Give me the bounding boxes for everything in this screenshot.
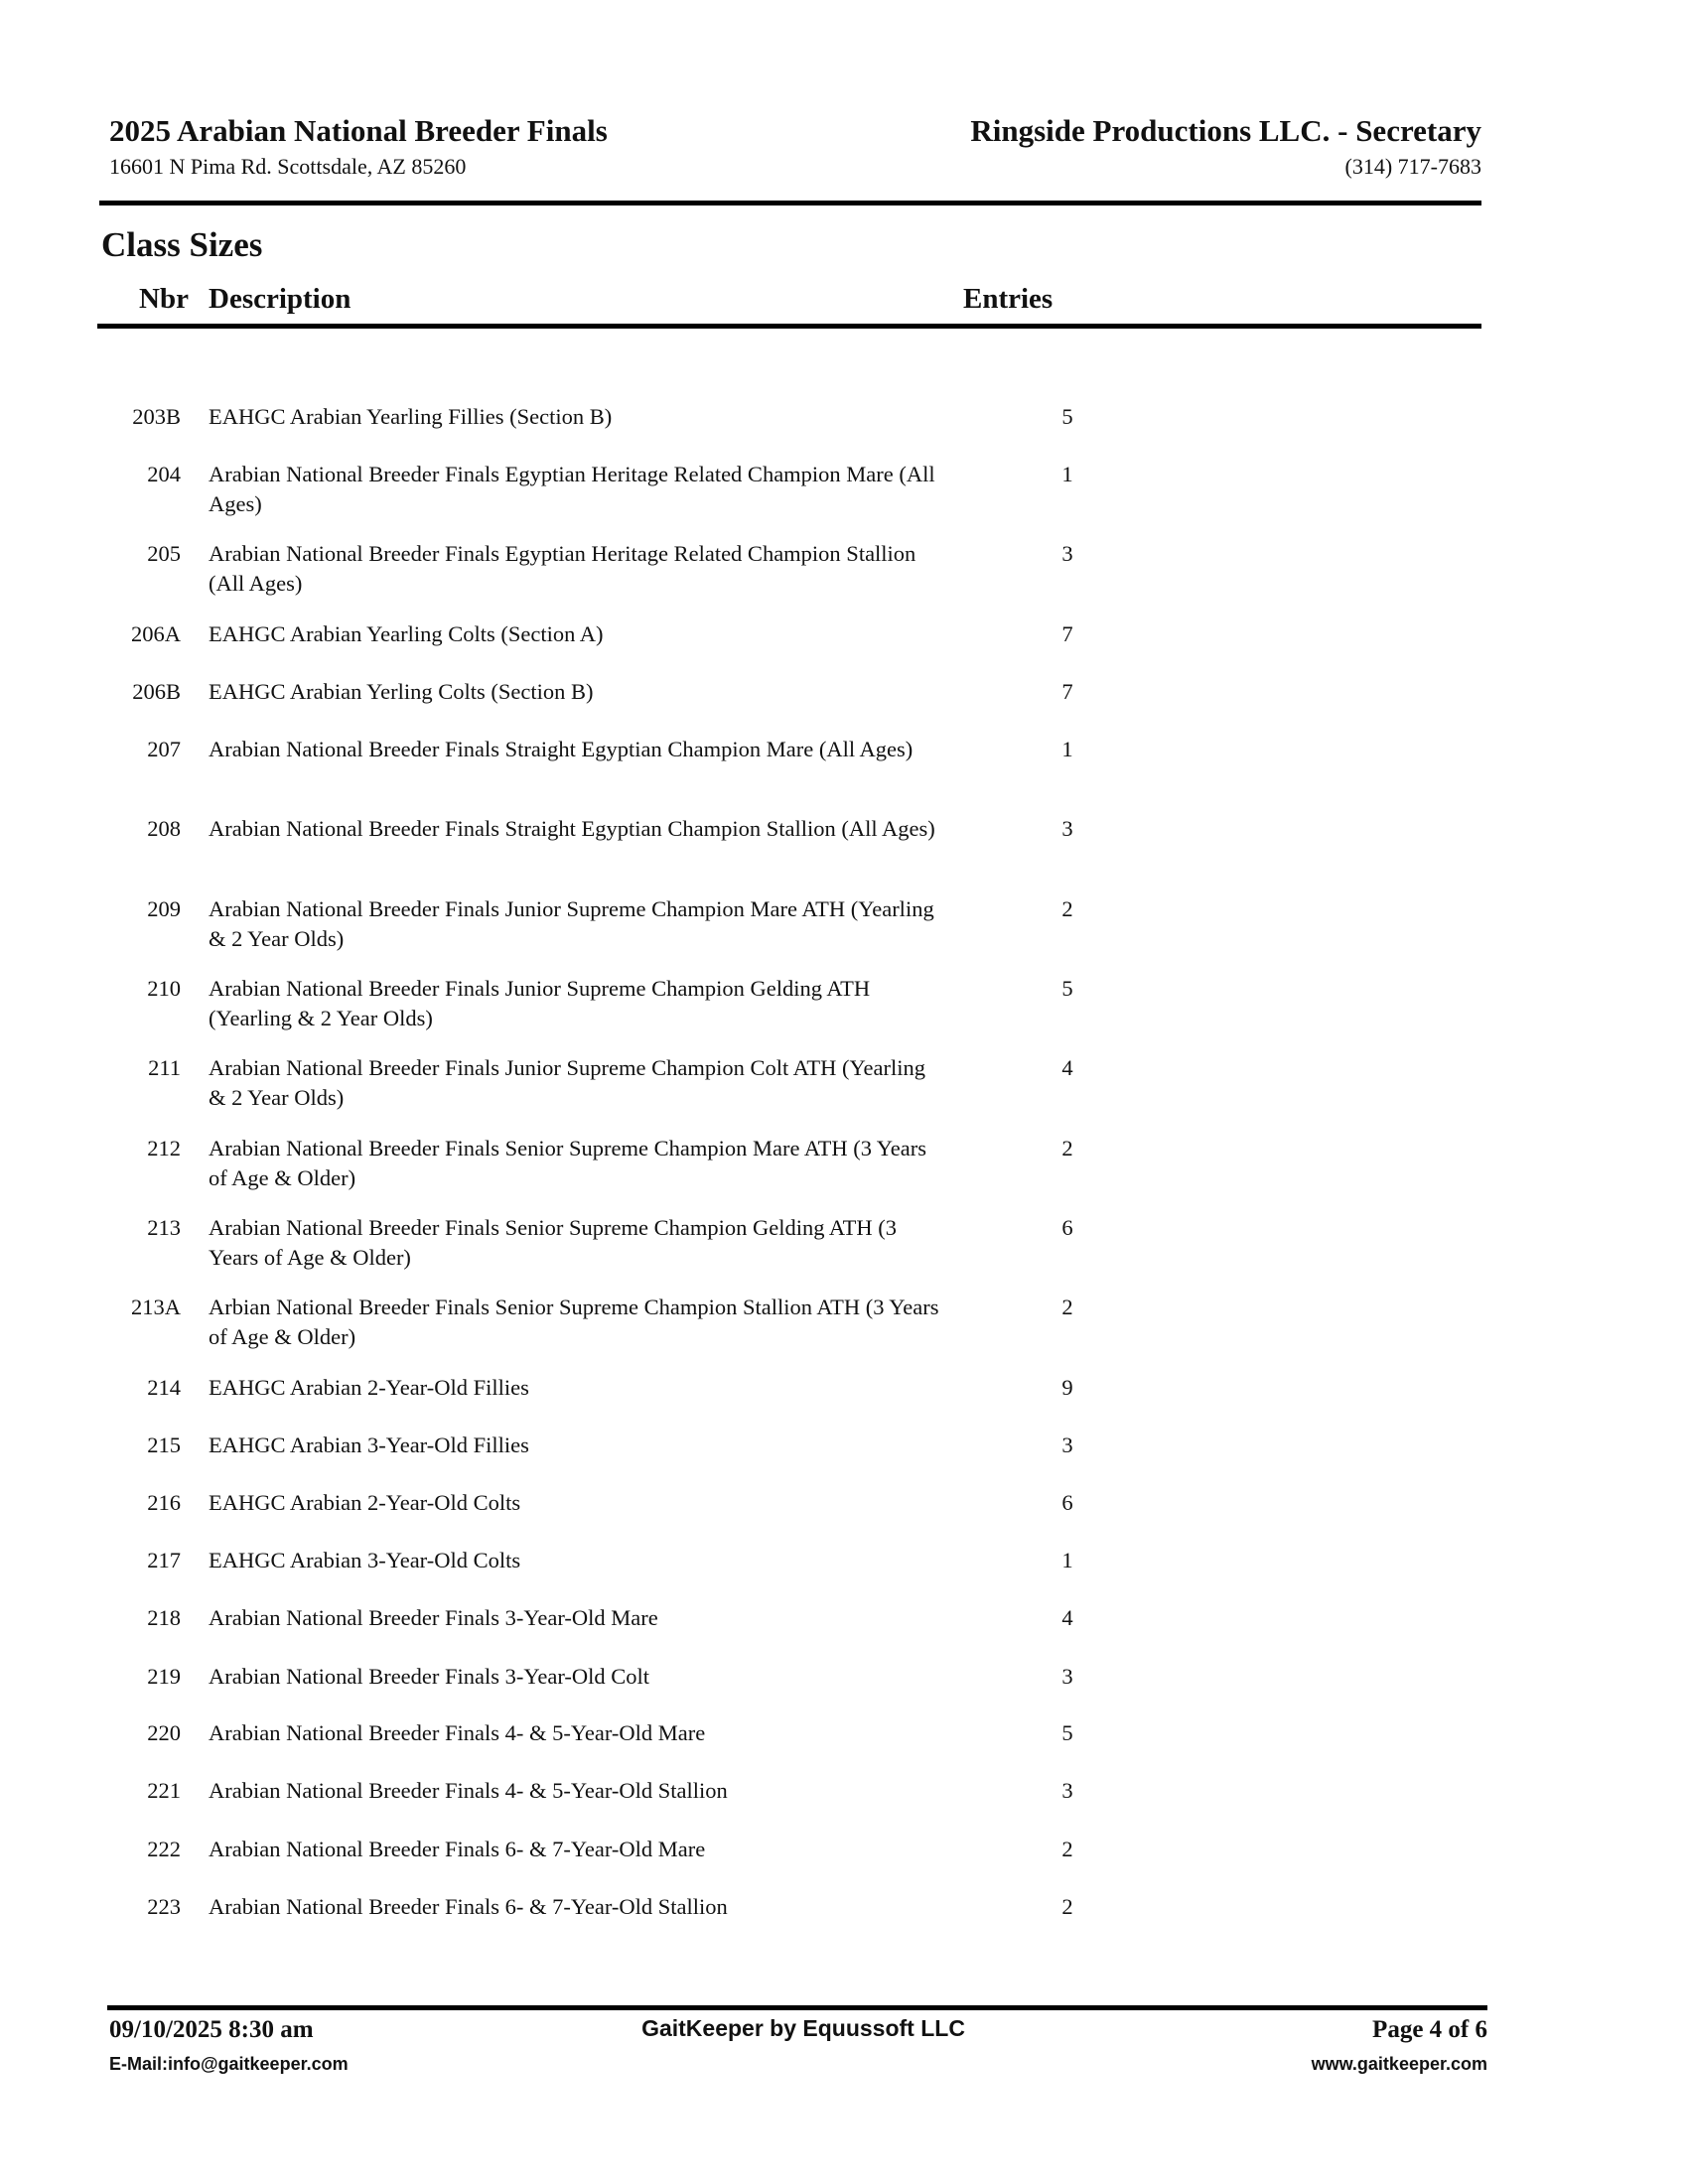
footer-divider xyxy=(107,2005,1487,2010)
footer-page-number: Page 4 of 6 xyxy=(1372,2016,1487,2043)
class-entries: 1 xyxy=(1061,1548,1073,1572)
class-number: 216 xyxy=(147,1490,181,1515)
class-description: Arabian National Breeder Finals Egyptian Heritage Related Champion Stallion (All Ages) xyxy=(209,541,916,596)
class-entries: 2 xyxy=(1061,1894,1073,1919)
class-entries: 3 xyxy=(1061,816,1073,841)
class-entries: 5 xyxy=(1061,976,1073,1001)
class-number: 213 xyxy=(147,1215,181,1240)
class-description: EAHGC Arabian 2-Year-Old Colts xyxy=(209,1490,521,1515)
class-description: Arbian National Breeder Finals Senior Supreme Champion Stallion ATH (3 Years of Age & Older) xyxy=(209,1295,939,1349)
class-description: EAHGC Arabian 2-Year-Old Fillies xyxy=(209,1375,529,1400)
class-number: 203B xyxy=(132,404,181,429)
footer-company: GaitKeeper by Equussoft LLC xyxy=(641,2015,965,2041)
class-number: 204 xyxy=(147,462,181,486)
class-number: 205 xyxy=(147,541,181,566)
class-description: Arabian National Breeder Finals 3-Year-Old Mare xyxy=(209,1605,658,1630)
column-header-entries: Entries xyxy=(963,283,1054,315)
class-number: 215 xyxy=(147,1433,181,1457)
class-number: 220 xyxy=(147,1720,181,1745)
class-entries: 3 xyxy=(1061,541,1073,566)
class-number: 213A xyxy=(131,1295,181,1319)
secretary-name: Ringside Productions LLC. - Secretary xyxy=(970,113,1481,148)
class-entries: 2 xyxy=(1061,896,1073,921)
class-description: EAHGC Arabian Yearling Colts (Section A) xyxy=(209,621,604,646)
class-entries: 7 xyxy=(1061,679,1073,704)
class-description: Arabian National Breeder Finals Senior Supreme Champion Gelding ATH (3 Years of Age & Older) xyxy=(209,1215,897,1270)
class-number: 207 xyxy=(147,737,181,761)
class-entries: 2 xyxy=(1061,1136,1073,1160)
class-number: 217 xyxy=(147,1548,181,1572)
class-number: 218 xyxy=(147,1605,181,1630)
class-description: Arabian National Breeder Finals 4- & 5-Year-Old Stallion xyxy=(209,1778,728,1803)
class-description: EAHGC Arabian 3-Year-Old Fillies xyxy=(209,1433,529,1457)
class-number: 214 xyxy=(147,1375,181,1400)
class-entries: 1 xyxy=(1061,462,1073,486)
section-title: Class Sizes xyxy=(101,225,263,264)
class-number: 223 xyxy=(147,1894,181,1919)
class-entries: 4 xyxy=(1061,1055,1073,1080)
class-entries: 6 xyxy=(1061,1215,1073,1240)
class-entries: 5 xyxy=(1061,1720,1073,1745)
class-description: Arabian National Breeder Finals 3-Year-Old Colt xyxy=(209,1664,650,1689)
class-number: 209 xyxy=(147,896,181,921)
class-number: 206A xyxy=(131,621,181,646)
column-header-nbr: Nbr xyxy=(139,283,189,315)
class-entries: 6 xyxy=(1061,1490,1073,1515)
class-entries: 2 xyxy=(1061,1837,1073,1861)
class-description: Arabian National Breeder Finals Senior Supreme Champion Mare ATH (3 Years of Age & Older) xyxy=(209,1136,926,1190)
class-entries: 5 xyxy=(1061,404,1073,429)
class-number: 222 xyxy=(147,1837,181,1861)
footer-email: E-Mail:info@gaitkeeper.com xyxy=(109,2054,349,2074)
class-entries: 2 xyxy=(1061,1295,1073,1319)
class-description: Arabian National Breeder Finals 6- & 7-Year-Old Stallion xyxy=(209,1894,728,1919)
class-number: 219 xyxy=(147,1664,181,1689)
class-entries: 7 xyxy=(1061,621,1073,646)
secretary-phone: (314) 717-7683 xyxy=(1344,154,1481,179)
class-number: 208 xyxy=(147,816,181,841)
class-number: 211 xyxy=(148,1055,181,1080)
class-description: Arabian National Breeder Finals Junior Supreme Champion Colt ATH (Yearling & 2 Year Olds) xyxy=(209,1055,925,1110)
event-title: 2025 Arabian National Breeder Finals xyxy=(109,113,608,148)
class-description: Arabian National Breeder Finals Junior Supreme Champion Mare ATH (Yearling & 2 Year Olds) xyxy=(209,896,934,951)
class-description: Arabian National Breeder Finals 6- & 7-Year-Old Mare xyxy=(209,1837,706,1861)
class-number: 210 xyxy=(147,976,181,1001)
class-description: EAHGC Arabian Yearling Fillies (Section B) xyxy=(209,404,613,429)
class-entries: 9 xyxy=(1061,1375,1073,1400)
class-description: Arabian National Breeder Finals Straight Egyptian Champion Stallion (All Ages) xyxy=(209,816,935,841)
event-address: 16601 N Pima Rd. Scottsdale, AZ 85260 xyxy=(109,154,467,179)
class-number: 212 xyxy=(147,1136,181,1160)
class-entries: 1 xyxy=(1061,737,1073,761)
class-description: Arabian National Breeder Finals Egyptian Heritage Related Champion Mare (All Ages) xyxy=(209,462,935,516)
column-header-description: Description xyxy=(209,283,352,315)
class-number: 206B xyxy=(132,679,181,704)
class-entries: 4 xyxy=(1061,1605,1073,1630)
class-number: 221 xyxy=(147,1778,181,1803)
class-description: EAHGC Arabian Yerling Colts (Section B) xyxy=(209,679,594,704)
class-description: Arabian National Breeder Finals Straight Egyptian Champion Mare (All Ages) xyxy=(209,737,914,761)
class-description: Arabian National Breeder Finals Junior Supreme Champion Gelding ATH (Yearling & 2 Year Olds) xyxy=(209,976,871,1030)
footer-datetime: 09/10/2025 8:30 am xyxy=(109,2016,314,2043)
class-entries: 3 xyxy=(1061,1433,1073,1457)
class-entries: 3 xyxy=(1061,1778,1073,1803)
footer-website: www.gaitkeeper.com xyxy=(1311,2054,1487,2074)
class-description: Arabian National Breeder Finals 4- & 5-Year-Old Mare xyxy=(209,1720,706,1745)
class-description: EAHGC Arabian 3-Year-Old Colts xyxy=(209,1548,521,1572)
class-entries: 3 xyxy=(1061,1664,1073,1689)
